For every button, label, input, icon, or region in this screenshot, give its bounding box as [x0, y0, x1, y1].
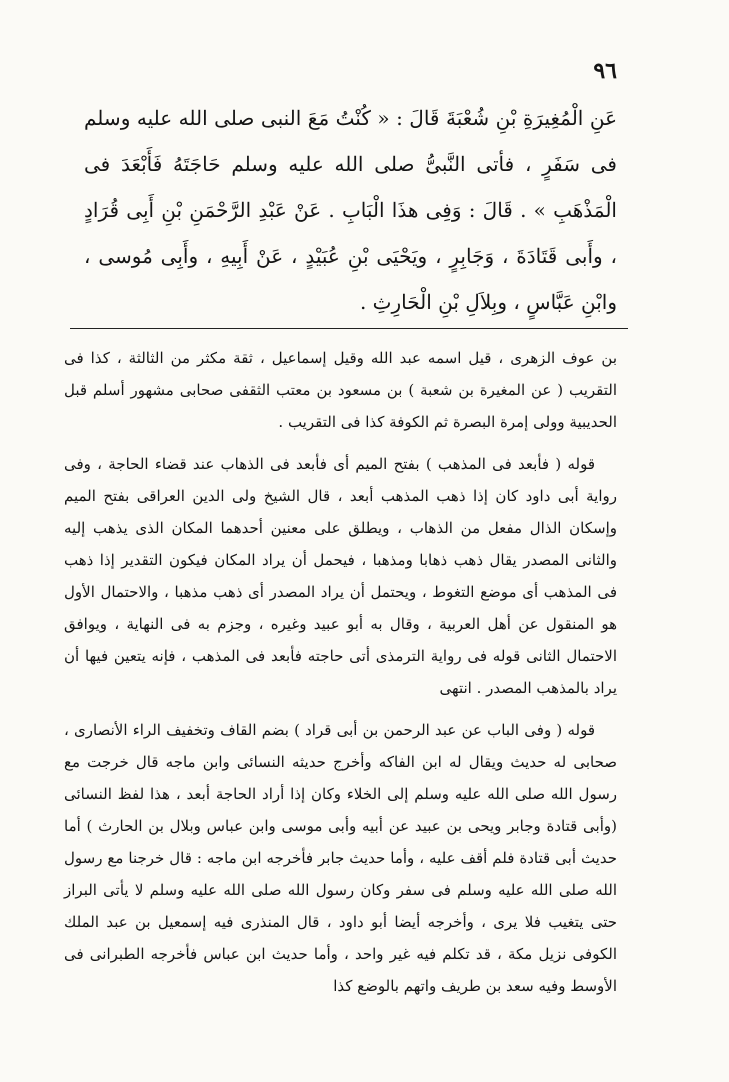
page-number: ٩٦: [593, 58, 617, 84]
hadith-paragraph: عَنِ الْمُغِيرَةِ بْنِ شُعْبَةَ قَالَ : « كُنْتُ مَعَ النبى صلى الله عليه وسلم فى سَفَرٍ ، فأتى النَّبىُّ صلى الله عليه وسلم حَاجَتَهُ فَأَبْعَدَ فى الْمَذْهَبِ » . قَالَ : وَفِى هذَا الْبَابِ . عَنْ عَبْدِ الرَّحْمَنِ بْنِ أَبِى قُرَادٍ ، وأَبى قَتَادَةَ ، وَجَابِرٍ ، ويَحْيَى بْنِ عُبَيْدٍ ، عَنْ أَبِيهِ ، وأَبِى مُوسى ، وابْنِ عَبَّاسٍ ، وبِلاَلِ بْنِ الْحَارِثِ .: [84, 106, 617, 314]
separator-line: [70, 328, 628, 329]
commentary-paragraph-3: قوله ( وفى الباب عن عبد الرحمن بن أبى قراد ) بضم القاف وتخفيف الراء الأنصارى ، صحابى له حديث ويقال له ابن الفاكه وأخرج حديثه النسائى وابن ماجه قال خرجت مع رسول الله صلى الله عليه وسلم إلى الخلاء وكان إذا أراد الحاجة أبعد ، هذا لفظ النسائى (وأبى قتادة وجابر ويحى بن عبيد عن أبيه وأبى موسى وابن عباس وبلال بن الحارث ) أما حديث أبى قتادة فلم أقف عليه ، وأما حديث جابر فأخرجه ابن ماجه : قال خرجنا مع رسول الله صلى الله عليه وسلم فى سفر وكان رسول الله صلى الله عليه وسلم لا يأتى البراز حتى يتغيب فلا يرى ، وأخرجه أيضا أبو داود ، قال المنذرى فيه إسمعيل بن عبد الملك الكوفى نزيل مكة ، قد تكلم فيه غير واحد ، وأما حديث ابن عباس فأخرجه الطبرانى فى الأوسط وفيه سعد بن طريف واتهم بالوضع كذا: [64, 721, 617, 995]
hadith-text-block: [84, 95, 617, 325]
commentary-block: [64, 342, 617, 1012]
commentary-paragraph-1: بن عوف الزهرى ، قيل اسمه عبد الله وقيل إسماعيل ، ثقة مكثر من الثالثة ، كذا فى التقريب ( عن المغيرة بن شعبة ) بن مسعود بن معتب الثقفى صحابى مشهور أسلم قبل الحديبية وولى إمرة البصرة ثم الكوفة كذا فى التقريب .: [64, 349, 617, 431]
commentary-paragraph-2: قوله ( فأبعد فى المذهب ) بفتح الميم أى فأبعد فى الذهاب عند قضاء الحاجة ، وفى رواية أبى داود كان إذا ذهب المذهب أبعد ، قال الشيخ ولى الدين العراقى بفتح الميم وإسكان الذال مفعل من الذهاب ، ويطلق على معنين أحدهما المكان الذى يذهب إليه والثانى المصدر يقال ذهب ذهابا ومذهبا ، فيحمل أن يراد المكان فيكون التقدير إذا ذهب فى المذهب أى موضع التغوط ، ويحتمل أن يراد المصدر أى ذهب مذهبا ، والاحتمال الأول هو المنقول عن أهل العربية ، وقال به أبو عبيد وغيره ، وجزم به فى النهاية ، ويوافق الاحتمال الثانى قوله فى رواية الترمذى أتى حاجته فأبعد فى المذهب ، فإنه يتعين فيها أن يراد بالمذهب المصدر . انتهى: [64, 455, 617, 697]
